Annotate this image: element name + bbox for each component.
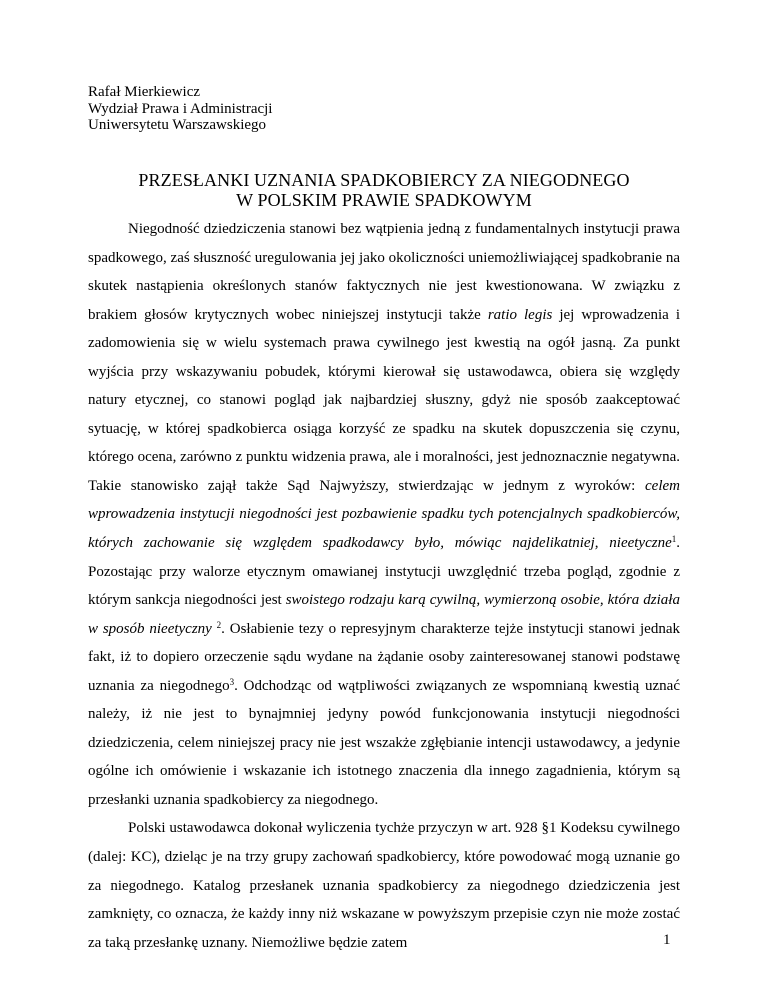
p1-text-5: . Odchodząc od wątpliwości związanych ze wspomnianą kwestią uznać należy, iż nie jest to bynajmniej jedyny powód funkcjonowania instytucji niegodności dziedziczenia, celem niniejszej pracy nie jest wszakże zgłębianie intencji ustawodawcy, a jedynie ogólne ich omówienie i wskazanie ich istotnego znaczenia dla innego zagadnienia, którym są przesłanki uznania spadkobiercy za niegodnego. <box>88 677 680 808</box>
p1-text-4: . Osłabienie tezy o represyjnym charakterze tejże instytucji stanowi jednak fakt, iż to dopiero orzeczenie sądu wydane na żądanie osoby zainteresowanej stanowi podstawę uznania za niegodnego <box>88 620 681 694</box>
paragraph-1 <box>88 215 680 814</box>
p1-text-3: . Pozostając przy walorze etycznym omawianej instytucji uwzględnić trzeba pogląd, zgodnie z którym sankcja niegodności jest <box>88 535 680 609</box>
author-department: Wydział Prawa i Administracji <box>88 100 273 117</box>
p1-italic-quote-kara: swoistego rodzaju karą cywilną, wymierzoną osobie, która działa w sposób nieetyczny <box>88 592 680 637</box>
author-university: Uniwersytetu Warszawskiego <box>88 117 267 133</box>
title-line-2: W POLSKIM PRAWIE SPADKOWYM <box>236 190 532 210</box>
p1-text-1: Niegodność dziedziczenia stanowi bez wątpienia jedną z fundamentalnych instytucji prawa spadkowego, zaś słuszność uregulowania jej jako okoliczności uniemożliwiającej spadkobranie na skutek nastąpienia określonych stanów faktycznych nie jest kwestionowana. W związku z brakiem głosów krytycznych wobec niniejszej instytucji także <box>88 221 680 323</box>
author-name: Rafał Mierkiewicz <box>88 84 201 100</box>
paragraph-2: Polski ustawodawca dokonał wyliczenia tychże przyczyn w art. 928 §1 Kodeksu cywilnego (dalej: KC), dzieląc je na trzy grupy zachowań spadkobiercy, które powodować mogą uznanie go za niegodnego. Katalog przesłanek uznania spadkobiercy za niegodnego dziedziczenia jest zamknięty, co oznacza, że każdy inny niż wskazane w powyższym przepisie czyn nie może zostać za taką przesłankę uznany. Niemożliwe będzie zatem <box>88 820 680 951</box>
document-body <box>88 215 680 957</box>
p1-italic-ratio-legis: ratio legis <box>487 306 553 323</box>
footnote-ref-2[interactable]: 2 <box>216 619 222 630</box>
page-number: 1 <box>663 932 671 948</box>
footnote-ref-3[interactable]: 3 <box>229 676 235 687</box>
footnote-ref-1[interactable]: 1 <box>671 534 677 545</box>
p1-text-2: jej wprowadzenia i zadomowienia się w wielu systemach prawa cywilnego jest kwestią na ogół jasną. Za punkt wyjścia przy wskazywaniu pobudek, którymi kierował się ustawodawca, obiera się względy natury etycznej, co stanowi pogląd jak najbardziej słuszny, gdyż nie sposób zaakceptować sytuację, w której spadkobierca osiąga korzyść ze spadku na skutek dopuszczenia się czynu, którego ocena, zarówno z punktu widzenia prawa, ale i moralności, jest jednoznacznie negatywna. Takie stanowisko zajął także Sąd Najwyższy, stwierdzając w jednym z wyroków: <box>88 306 680 494</box>
author-block <box>88 84 272 134</box>
p1-italic-quote-sn: celem wprowadzenia instytucji niegodności jest pozbawienie spadku tych potencjalnych spadkobierców, których zachowanie się względem spadkodawcy było, mówiąc najdelikatniej, nieetyczne <box>88 477 680 552</box>
title-line-1: PRZESŁANKI UZNANIA SPADKOBIERCY ZA NIEGODNEGO <box>138 170 630 190</box>
document-title <box>88 170 680 210</box>
